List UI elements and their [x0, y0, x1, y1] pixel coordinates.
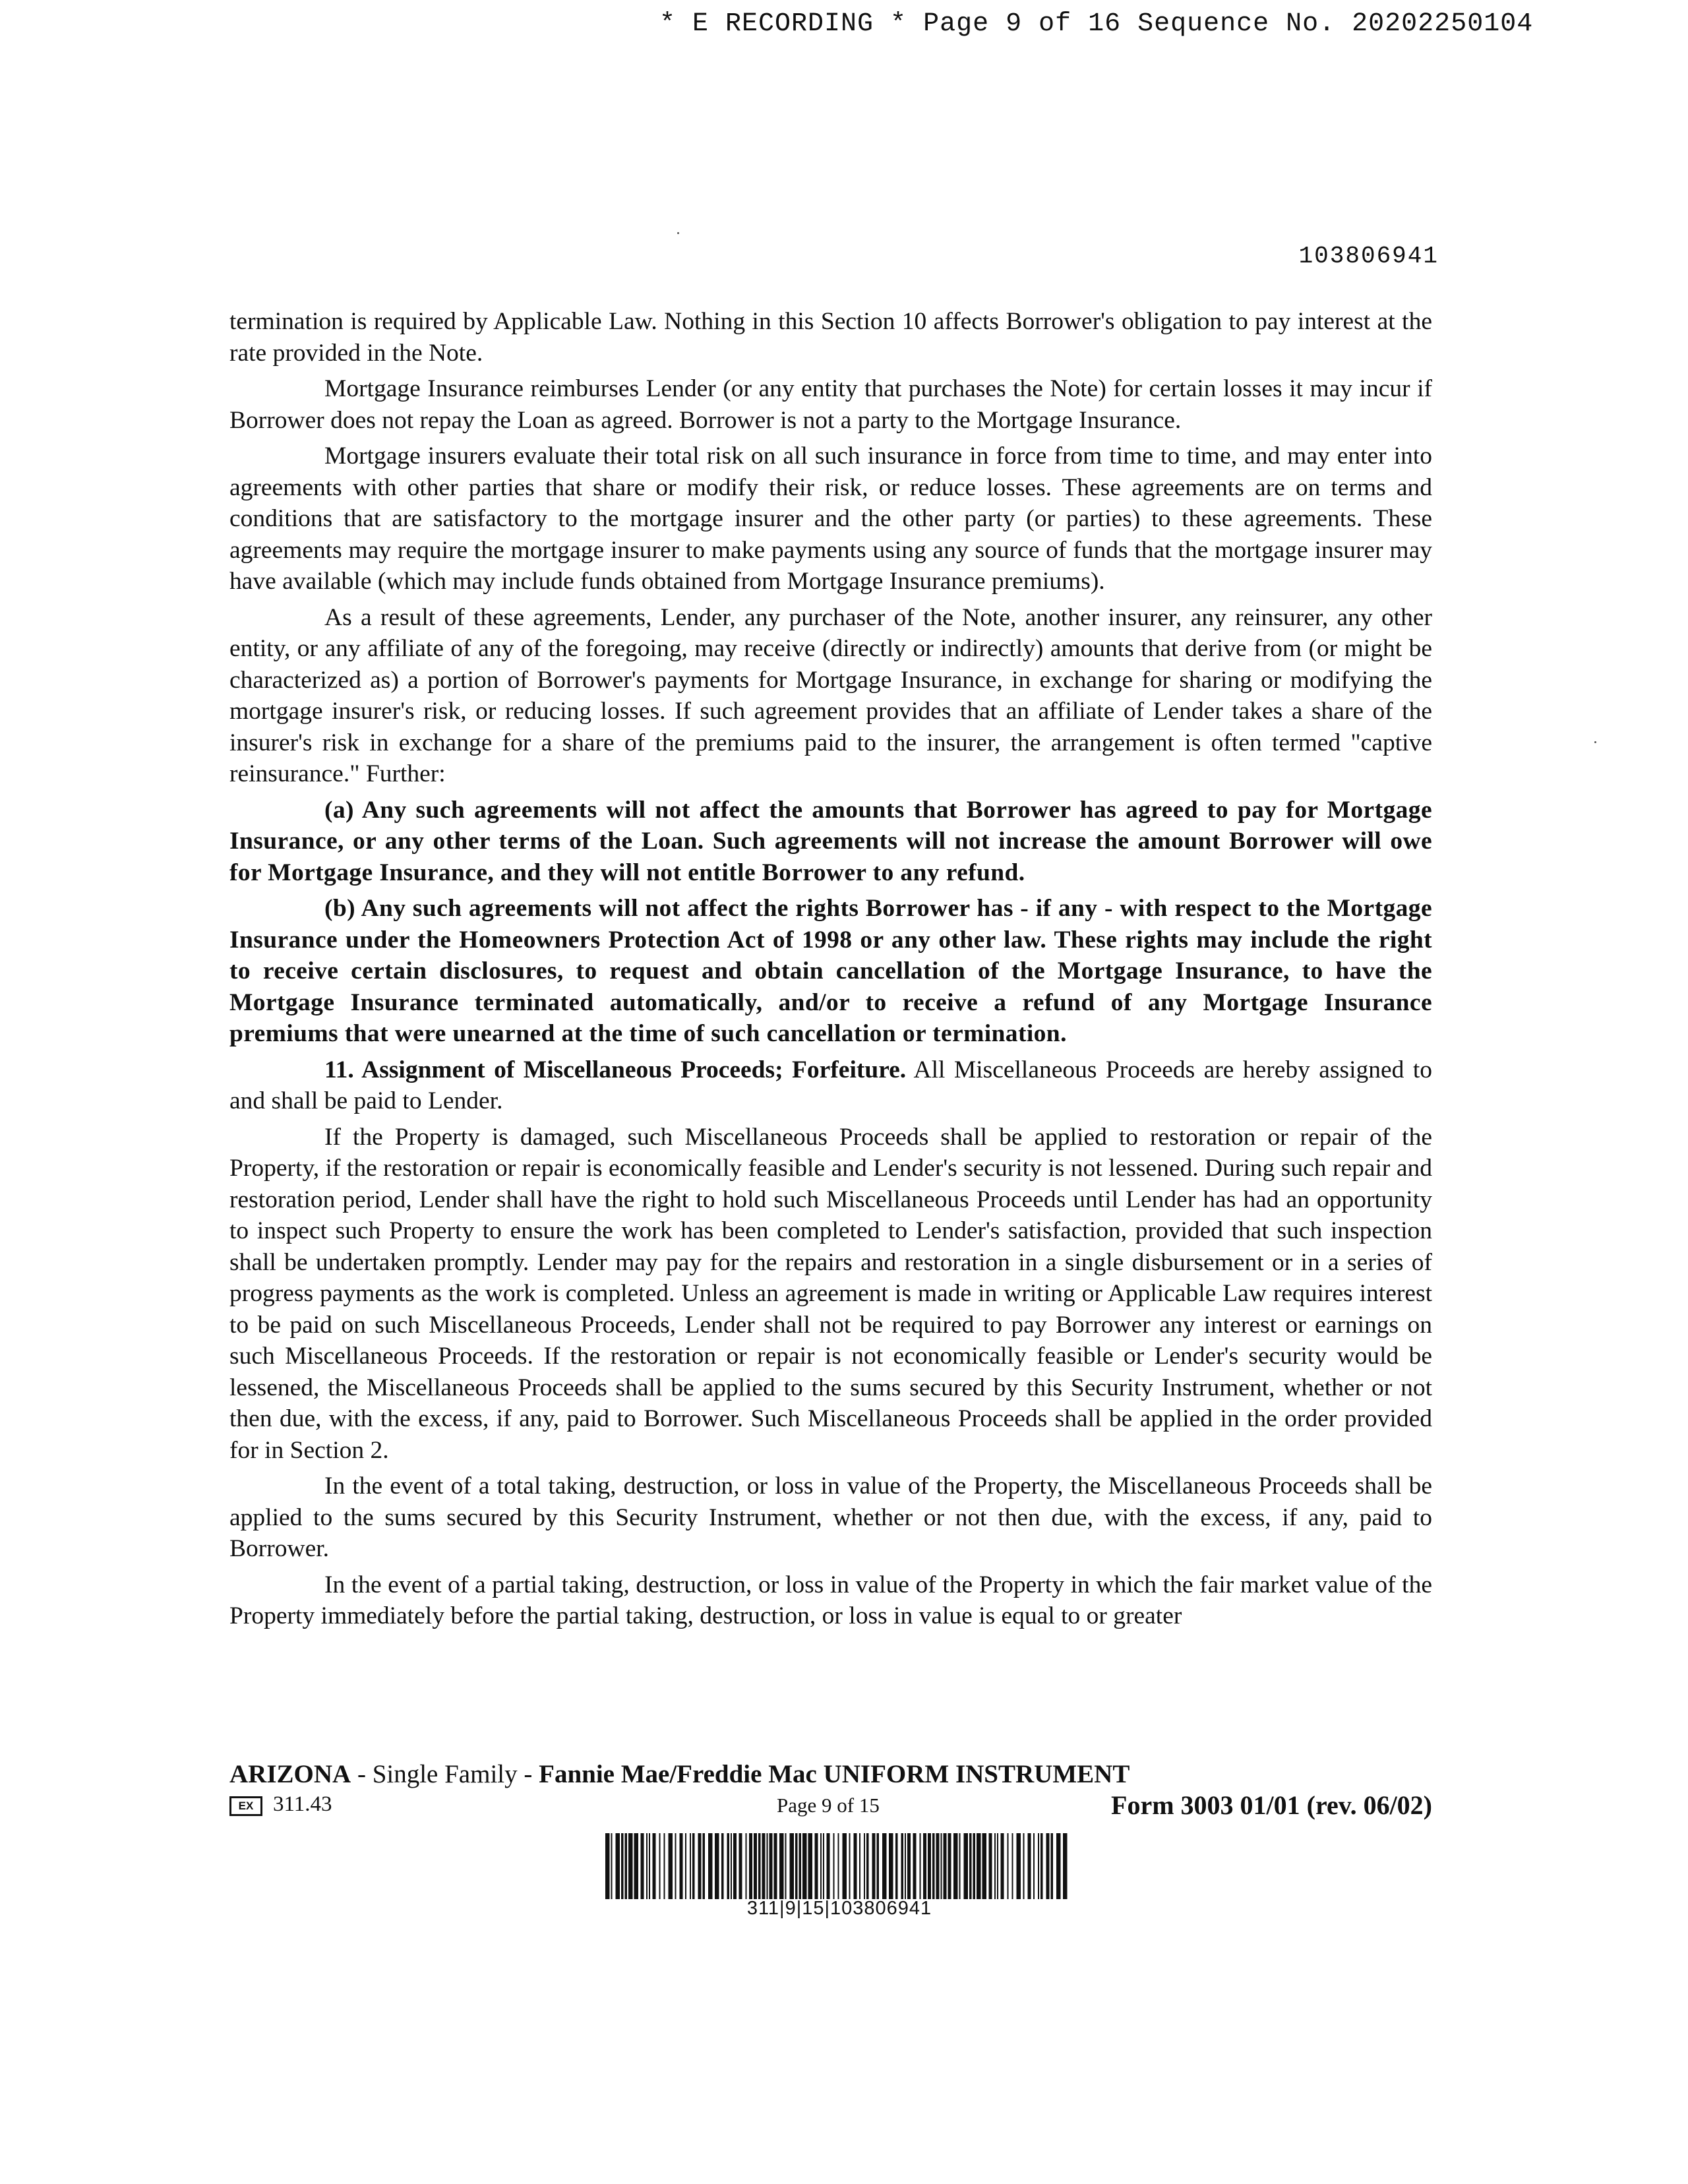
barcode-bar [1046, 1833, 1050, 1899]
scan-speck [1594, 741, 1596, 743]
barcode-bar [923, 1833, 926, 1899]
paragraph [229, 306, 1432, 369]
barcode-bar [969, 1833, 972, 1899]
barcode-bar [669, 1833, 673, 1899]
barcode-bar [1051, 1833, 1054, 1899]
barcode-bar [964, 1833, 969, 1899]
barcode-bar [708, 1833, 713, 1899]
barcode-bar [808, 1833, 813, 1899]
barcode-bar [790, 1833, 795, 1899]
barcode-bar [802, 1833, 807, 1899]
barcode-bar [621, 1833, 624, 1899]
barcode-bar [920, 1833, 921, 1899]
barcode-bar [854, 1833, 857, 1899]
paragraph [229, 373, 1432, 436]
barcode-bar [769, 1833, 773, 1899]
bold-disclosure-paragraph [229, 893, 1432, 1050]
barcode-bar [690, 1833, 691, 1899]
barcode-bar [982, 1833, 987, 1899]
footer-separator: - [517, 1760, 539, 1788]
barcode-bar [746, 1833, 747, 1899]
barcode-bar [997, 1833, 998, 1899]
page-number: Page 9 of 15 [777, 1794, 880, 1817]
barcode-bar [827, 1833, 830, 1899]
document-body [229, 306, 1432, 1637]
paragraph-text: Mortgage Insurance reimburses Lender (or any entity that purchases the Note) for certain losses it may incur if Borrower does not repay the Loan as agreed. Borrower is not a party to the Mortgage Insurance. [229, 375, 1432, 434]
barcode-bar [659, 1833, 661, 1899]
barcode-bar [913, 1833, 917, 1899]
paragraph-text: In the event of a partial taking, destruction, or loss in value of the Property in which the fair market value of the Property immediately before the partial taking, destruction, or loss in value is equal to or greater [229, 1571, 1432, 1629]
barcode-bar [698, 1833, 702, 1899]
barcode-bar [1063, 1833, 1068, 1899]
barcode-bar [680, 1833, 683, 1899]
barcode-bar [641, 1833, 644, 1899]
paragraph-text: If the Property is damaged, such Miscellaneous Proceeds shall be applied to restoration or repair of the Property, if the restoration or repair is economically feasible and Lender's security is not lessened. During such repair and restoration period, Lender shall have the right to hold such Miscellaneous Proceeds until Lender has had an opportunity to inspect such Property to ensure the work has been completed to Lender's satisfaction, provided that such inspection shall be undertaken promptly. Lender may pay for the repairs and restoration in a single disbursement or in a series of progress payments as the work is completed. Unless an agreement is made in writing or Applicable Law requires interest to be paid on such Miscellaneous Proceeds, Lender shall not be required to pay Borrower any interest or earnings on such Miscellaneous Proceeds. If the restoration or repair is not economically feasible or Lender's security would be lessened, the Miscellaneous Proceeds shall be applied to the sums secured by this Security Instrument, whether or not then due, with the excess, if any, paid to Borrower. Such Miscellaneous Proceeds shall be applied in the order provided for in Section 2. [229, 1123, 1432, 1464]
barcode-bar [625, 1833, 628, 1899]
barcode-bar [762, 1833, 766, 1899]
barcode-bar [605, 1833, 610, 1899]
footer-instrument: Fannie Mae/Freddie Mac UNIFORM INSTRUMENT [539, 1760, 1130, 1788]
paragraph [229, 1122, 1432, 1467]
footer-family: Single Family [372, 1760, 518, 1788]
barcode-bar [685, 1833, 686, 1899]
barcode-bar [727, 1833, 730, 1899]
barcode-bar [703, 1833, 706, 1899]
barcode-bar [731, 1833, 732, 1899]
barcode-bar [866, 1833, 869, 1899]
footer-instrument-line [229, 1759, 1130, 1789]
barcode-bar [994, 1833, 996, 1899]
barcode-bar [646, 1833, 648, 1899]
barcode-bar [864, 1833, 865, 1899]
paragraph [229, 1471, 1432, 1565]
barcode-bar [815, 1833, 818, 1899]
barcode [605, 1833, 1073, 1899]
barcode-bar [767, 1833, 768, 1899]
barcode-bar [779, 1833, 784, 1899]
loan-number: 103806941 [1298, 243, 1439, 270]
paragraph-text: All Miscellaneous Proceeds are hereby assigned to and shall be paid to Lender. [229, 1056, 1432, 1114]
paragraph-text: termination is required by Applicable Law. Nothing in this Section 10 affects Borrower's obligation to pay interest at the rate provided in the Note. [229, 308, 1432, 367]
barcode-bar [628, 1833, 633, 1899]
barcode-bar [1012, 1833, 1013, 1899]
barcode-bar [953, 1833, 958, 1899]
barcode-bar [634, 1833, 639, 1899]
barcode-bar [928, 1833, 931, 1899]
barcode-bar [795, 1833, 798, 1899]
barcode-bar [774, 1833, 777, 1899]
paragraph [229, 1569, 1432, 1632]
barcode-text: 311|9|15|103806941 [746, 1898, 932, 1919]
paragraph-text: In the event of a total taking, destruction, or loss in value of the Property, the Miscellaneous Proceeds shall be applied to the sums secured by this Security Instrument, whether or not then due, with the excess, if any, paid to Borrower. [229, 1472, 1432, 1562]
barcode-bar [901, 1833, 904, 1899]
barcode-bar [944, 1833, 947, 1899]
barcode-bar [877, 1833, 880, 1899]
barcode-bar [941, 1833, 942, 1899]
barcode-bar [977, 1833, 981, 1899]
barcode-bar [823, 1833, 824, 1899]
barcode-bar [785, 1833, 787, 1899]
bold-disclosure-paragraph [229, 795, 1432, 889]
barcode-bar [1001, 1833, 1004, 1899]
form-number: Form 3003 01/01 (rev. 06/02) [1111, 1790, 1432, 1820]
barcode-bar [989, 1833, 992, 1899]
barcode-bar [1038, 1833, 1039, 1899]
barcode-bar [895, 1833, 898, 1899]
scan-speck [677, 232, 679, 234]
barcode-bar [675, 1833, 677, 1899]
barcode-bar [692, 1833, 695, 1899]
barcode-bar [616, 1833, 620, 1899]
ex-logo: EX [229, 1796, 262, 1816]
section-paragraph [229, 1054, 1432, 1117]
barcode-bar [1017, 1833, 1021, 1899]
barcode-bar [849, 1833, 851, 1899]
barcode-bar [1040, 1833, 1043, 1899]
barcode-bar [1033, 1833, 1035, 1899]
barcode-bar [739, 1833, 742, 1899]
footer-form-line [229, 1792, 1432, 1821]
barcode-bar [859, 1833, 860, 1899]
barcode-bar [905, 1833, 906, 1899]
form-code: 311.43 [273, 1792, 332, 1816]
paragraph-text: (b) Any such agreements will not affect the rights Borrower has - if any - with respect to the Mortgage Insurance under the Homeowners Protection Act of 1998 or any other law. These rights may include the right to receive certain disclosures, to request and obtain cancellation of the Mortgage Insurance, to have the Mortgage Insurance terminated automatically, and/or to receive a refund of any Mortgage Insurance premiums that were unearned at the time of such cancellation or termination. [229, 895, 1432, 1047]
barcode-bar [1008, 1833, 1009, 1899]
barcode-bar [721, 1833, 724, 1899]
barcode-bar [932, 1833, 935, 1899]
barcode-bar [653, 1833, 656, 1899]
barcode-bar [715, 1833, 719, 1899]
barcode-bar [820, 1833, 822, 1899]
barcode-bar [936, 1833, 940, 1899]
paragraph [229, 440, 1432, 597]
footer-state: ARIZONA [229, 1760, 351, 1788]
barcode-bar [758, 1833, 761, 1899]
barcode-bar [973, 1833, 976, 1899]
barcode-bar [733, 1833, 737, 1899]
paragraph-text: (a) Any such agreements will not affect the amounts that Borrower has agreed to pay for Mortgage Insurance, or any other terms of the Loan. Such agreements will not increase the amount Borrower will owe for Mortgage Insurance, and they will not entitle Borrower to any refund. [229, 796, 1432, 886]
barcode-bar [649, 1833, 650, 1899]
barcode-bar [754, 1833, 757, 1899]
barcode-bar [907, 1833, 911, 1899]
paragraph-text: As a result of these agreements, Lender, any purchaser of the Note, another insurer, any reinsurer, any other entity, or any affiliate of any of the foregoing, may receive (directly or indirectly) amounts that derive from (or might be characterized as) a portion of Borrower's payments for Mortgage Insurance, in exchange for sharing or modifying the mortgage insurer's risk, or reducing losses. If such agreement provides that an affiliate of Lender takes a share of the insurer's risk in exchange for a share of the premiums paid to the insurer, the arrangement is often termed "captive reinsurance." Further: [229, 603, 1432, 787]
barcode-bar [1023, 1833, 1025, 1899]
barcode-bar [1028, 1833, 1031, 1899]
paragraph [229, 602, 1432, 790]
barcode-bar [749, 1833, 752, 1899]
paragraph-text: Mortgage insurers evaluate their total risk on all such insurance in force from time to time, and may enter into agreements with other parties that share or modify their risk, or reduce losses. These agreements are on terms and conditions that are satisfactory to the mortgage insurer and the other party (or parties) to these agreements. These agreements may require the mortgage insurer to make payments using any source of funds that the mortgage insurer may have available (which may include funds obtained from Mortgage Insurance premiums). [229, 442, 1432, 595]
barcode-bar [833, 1833, 835, 1899]
barcode-bar [843, 1833, 847, 1899]
barcode-bar [838, 1833, 839, 1899]
barcode-bar [1056, 1833, 1061, 1899]
barcode-bar [959, 1833, 961, 1899]
section-heading: 11. Assignment of Miscellaneous Proceeds; Forfeiture. [324, 1056, 907, 1083]
barcode-bar [664, 1833, 665, 1899]
barcode-bar [799, 1833, 802, 1899]
barcode-bar [948, 1833, 951, 1899]
recording-header: * E RECORDING * Page 9 of 16 Sequence No. 20202250104 [659, 9, 1534, 39]
barcode-bar [872, 1833, 876, 1899]
barcode-bar [882, 1833, 887, 1899]
barcode-bar [889, 1833, 893, 1899]
footer-separator: - [351, 1760, 373, 1788]
barcode-bar [611, 1833, 613, 1899]
